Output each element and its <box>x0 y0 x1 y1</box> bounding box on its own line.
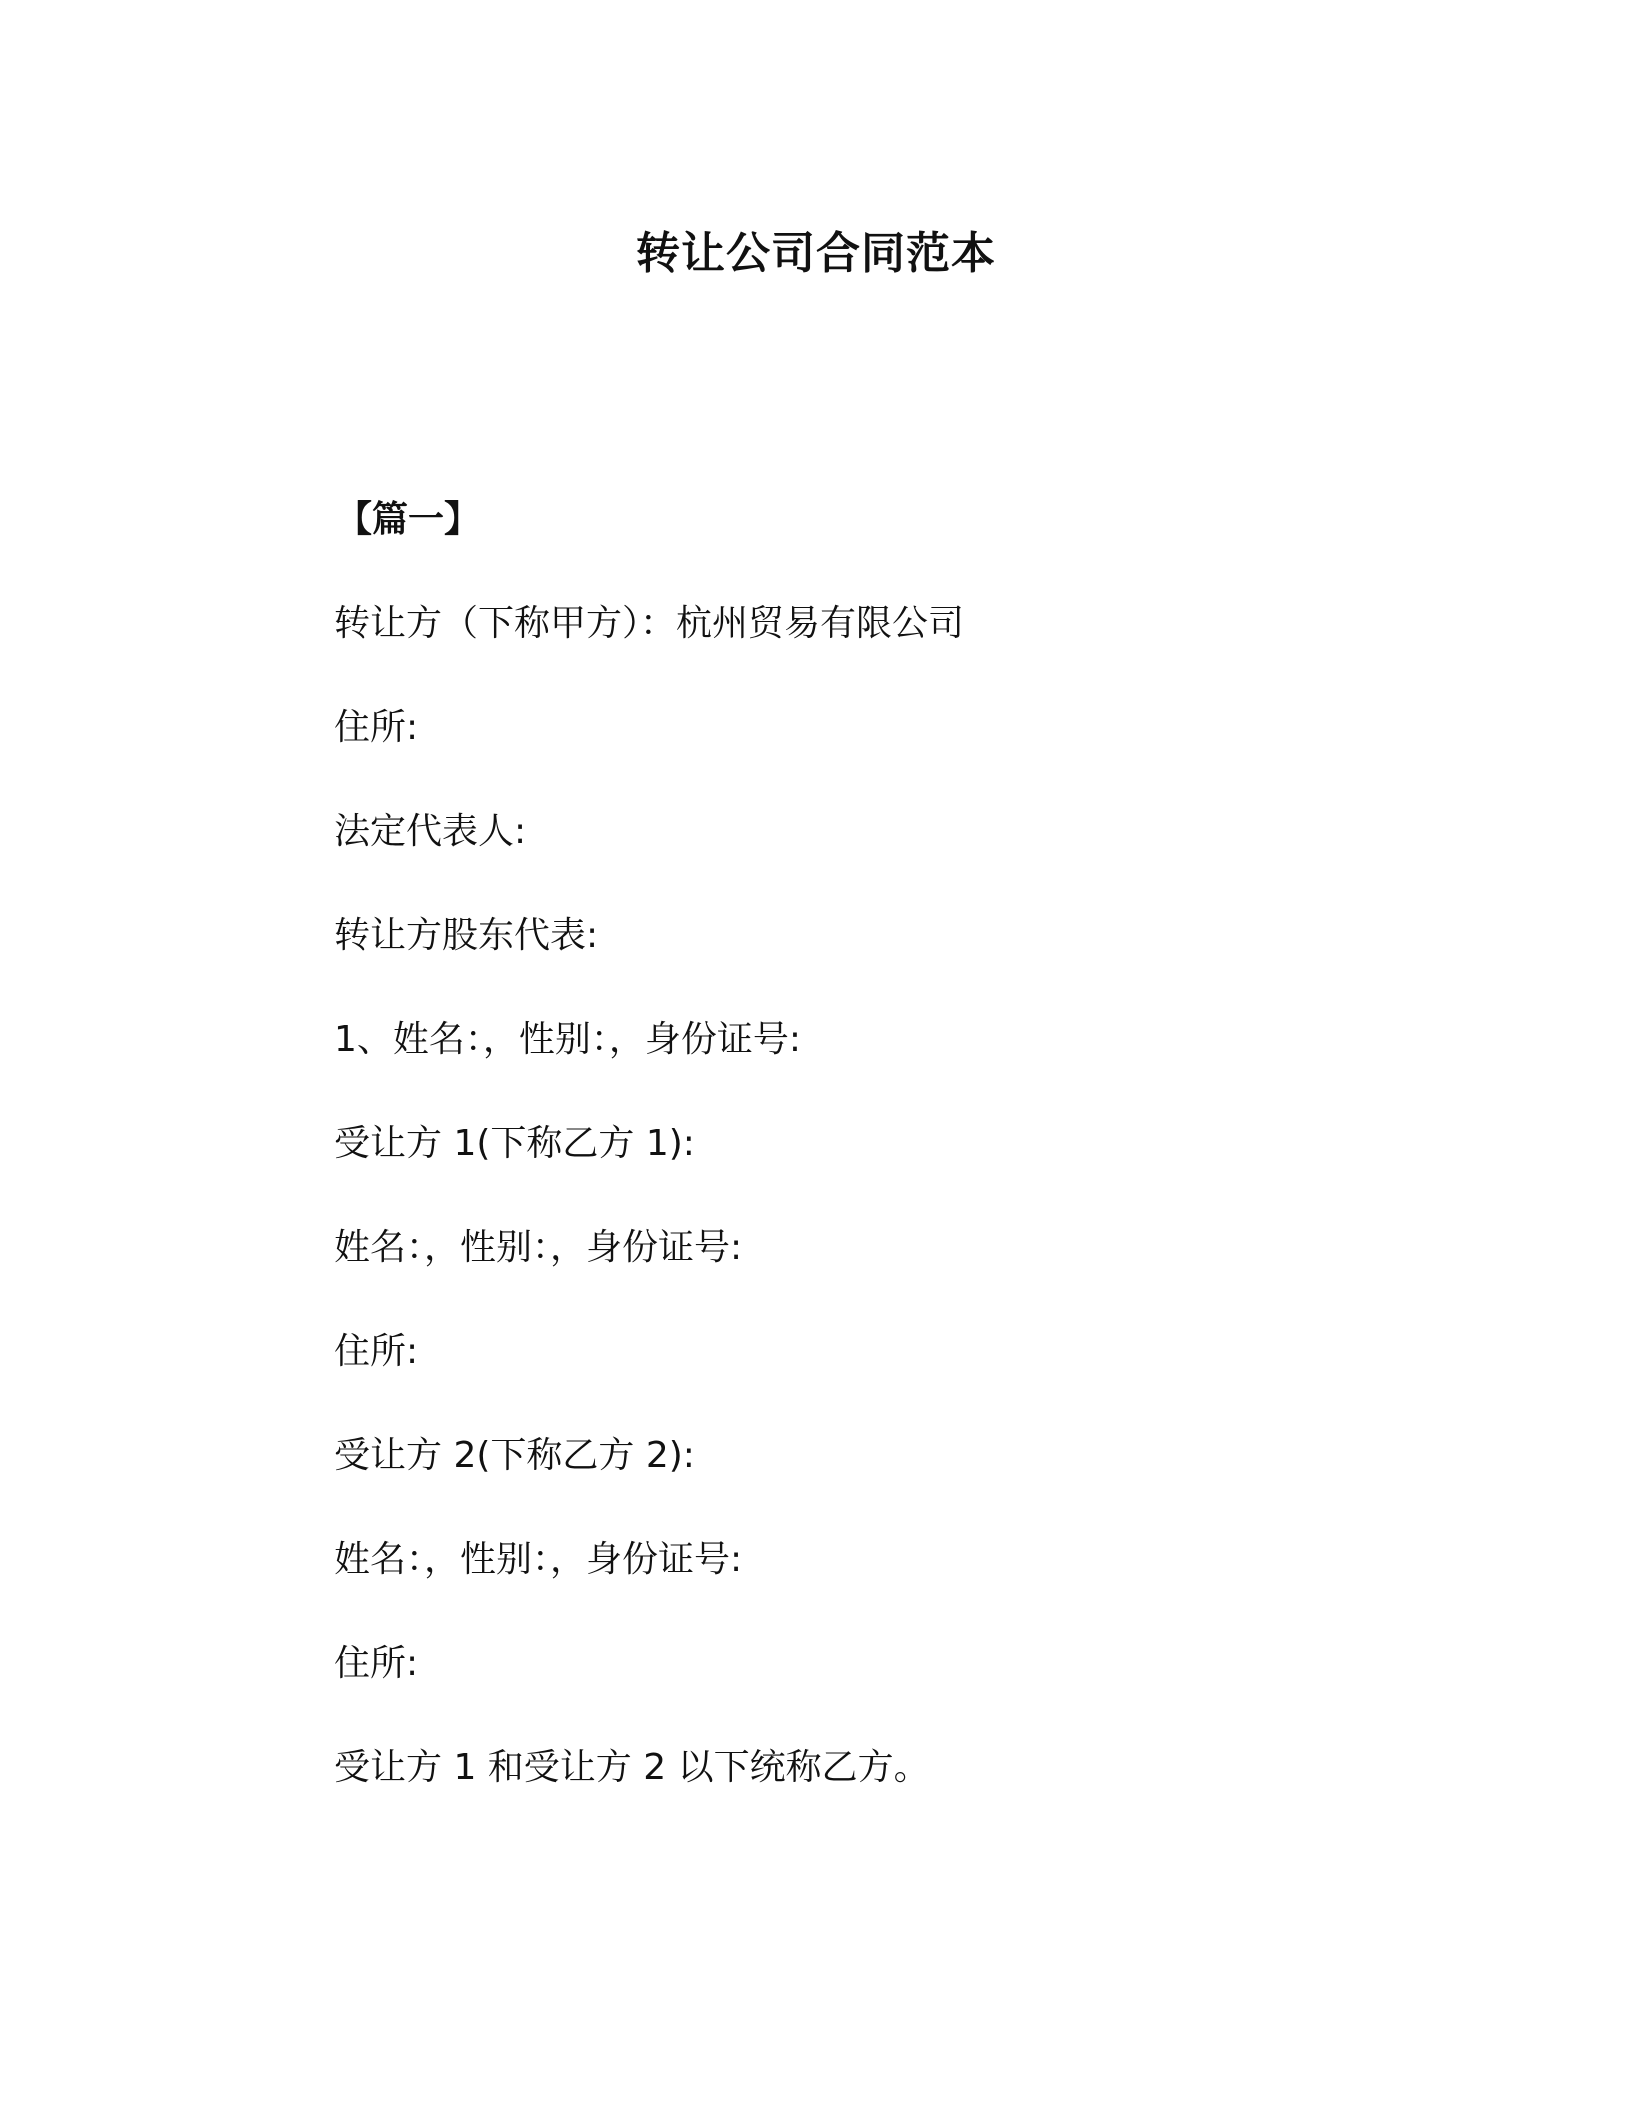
transferor-line: 转让方（下称甲方）：杭州贸易有限公司 <box>334 603 965 644</box>
shareholder-identity-line: 1、姓名：，性别：，身份证号: <box>334 1019 802 1060</box>
parties-summary-line: 受让方 1 和受让方 2 以下统称乙方。 <box>334 1747 930 1788</box>
contract-body <box>334 598 1434 1846</box>
transferee-2-address-line: 住所: <box>334 1643 419 1684</box>
transferee-2-identity-line: 姓名：，性别：，身份证号: <box>334 1539 743 1580</box>
transferee-1-address-line: 住所: <box>334 1331 419 1372</box>
document-title: 转让公司合同范本 <box>636 228 996 279</box>
transferee-2-line: 受让方 2(下称乙方 2): <box>334 1435 695 1476</box>
transferee-1-line: 受让方 1(下称乙方 1): <box>334 1123 695 1164</box>
transferee-1-identity-line: 姓名：，性别：，身份证号: <box>334 1227 743 1268</box>
transferor-address-line: 住所: <box>334 707 419 748</box>
section-heading: 【篇一】 <box>336 499 481 540</box>
legal-representative-line: 法定代表人: <box>334 811 527 852</box>
shareholder-representative-line: 转让方股东代表: <box>334 915 599 956</box>
